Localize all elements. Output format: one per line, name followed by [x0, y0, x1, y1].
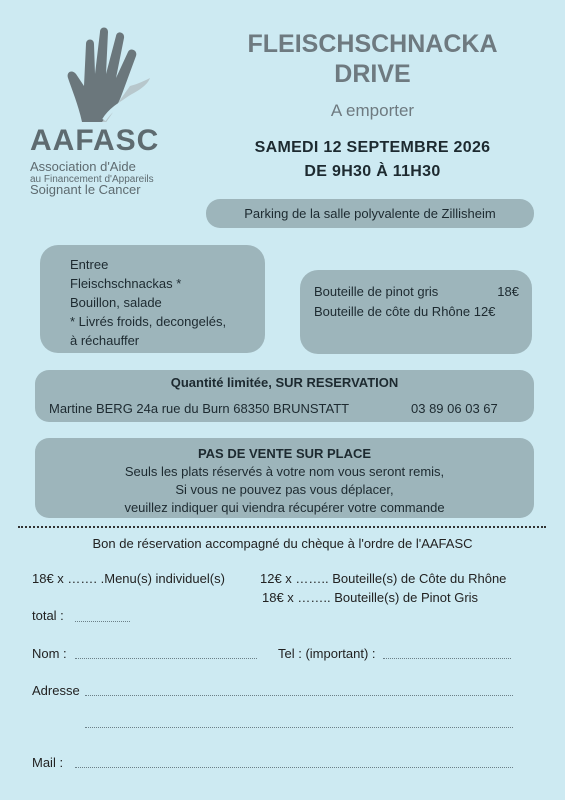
contact-reservation: Quantité limitée, SUR RESERVATION [170, 375, 399, 390]
menu-line: * Livrés froids, decongelés, [70, 314, 227, 329]
form-nom-label: Nom : [32, 646, 67, 661]
wine-1-name: Bouteille de pinot gris [314, 284, 439, 299]
contact-box [35, 370, 534, 422]
org-subtitle-1: Association d'Aide [30, 159, 136, 174]
event-time: DE 9H30 À 11H30 [304, 163, 441, 180]
wine-1-price: 18€ [497, 284, 519, 299]
parking-text: Parking de la salle polyvalente de Zillisheim [244, 206, 496, 221]
tel-field[interactable] [383, 658, 511, 659]
notice-line: veuillez indiquer qui viendra récupérer votre commande [124, 500, 445, 515]
form-rhone: 12€ x …….. Bouteille(s) de Côte du Rhône [260, 571, 507, 586]
form-pinot: 18€ x …….. Bouteille(s) de Pinot Gris [262, 590, 479, 605]
total-field[interactable] [75, 621, 130, 622]
wine-box [300, 270, 532, 354]
form-heading: Bon de réservation accompagné du chèque à l'ordre de l'AAFASC [92, 536, 473, 551]
nom-field[interactable] [75, 658, 257, 659]
org-subtitle-2: au Financement d'Appareils [30, 174, 154, 185]
hand-logo-icon [62, 24, 152, 124]
wine-line-1 [314, 284, 519, 299]
menu-line: Fleischschnackas * [70, 276, 182, 291]
notice-heading: PAS DE VENTE SUR PLACE [197, 446, 372, 461]
form-tel-label: Tel : (important) : [278, 646, 376, 661]
form-total-label: total : [32, 608, 64, 623]
org-name: AAFASC [30, 124, 160, 157]
form-adresse-label: Adresse [32, 683, 80, 698]
event-subtitle: A emporter [330, 101, 415, 120]
parking-box [206, 199, 534, 228]
wine-line-2: Bouteille de côte du Rhône 12€ [314, 304, 496, 319]
menu-line: Entree [70, 257, 109, 272]
event-date: SAMEDI 12 SEPTEMBRE 2026 [254, 139, 491, 156]
menu-list [70, 255, 226, 350]
contact-address: Martine BERG 24a rue du Burn 68350 BRUNSTATT [49, 401, 350, 416]
contact-phone: 03 89 06 03 67 [411, 401, 498, 416]
adresse-field[interactable] [85, 695, 513, 696]
form-menus: 18€ x ……. .Menu(s) individuel(s) [32, 571, 225, 586]
cut-line [18, 526, 546, 528]
adresse-field-line-2[interactable] [85, 727, 513, 728]
notice-line: Seuls les plats réservés à votre nom vous seront remis, [124, 464, 445, 479]
notice-box [35, 438, 534, 518]
org-subtitle-3: Soignant le Cancer [30, 182, 141, 197]
notice-line: Si vous ne pouvez pas vous déplacer, [175, 482, 394, 497]
menu-line: à réchauffer [70, 333, 140, 348]
menu-line: Bouillon, salade [70, 295, 162, 310]
notice-text [35, 445, 534, 517]
form-mail-label: Mail : [32, 755, 64, 770]
event-title-line-2: DRIVE [334, 60, 411, 88]
event-title-line-1: FLEISCHSCHNACKA [247, 30, 498, 58]
mail-field[interactable] [75, 767, 513, 768]
menu-box [40, 245, 265, 353]
